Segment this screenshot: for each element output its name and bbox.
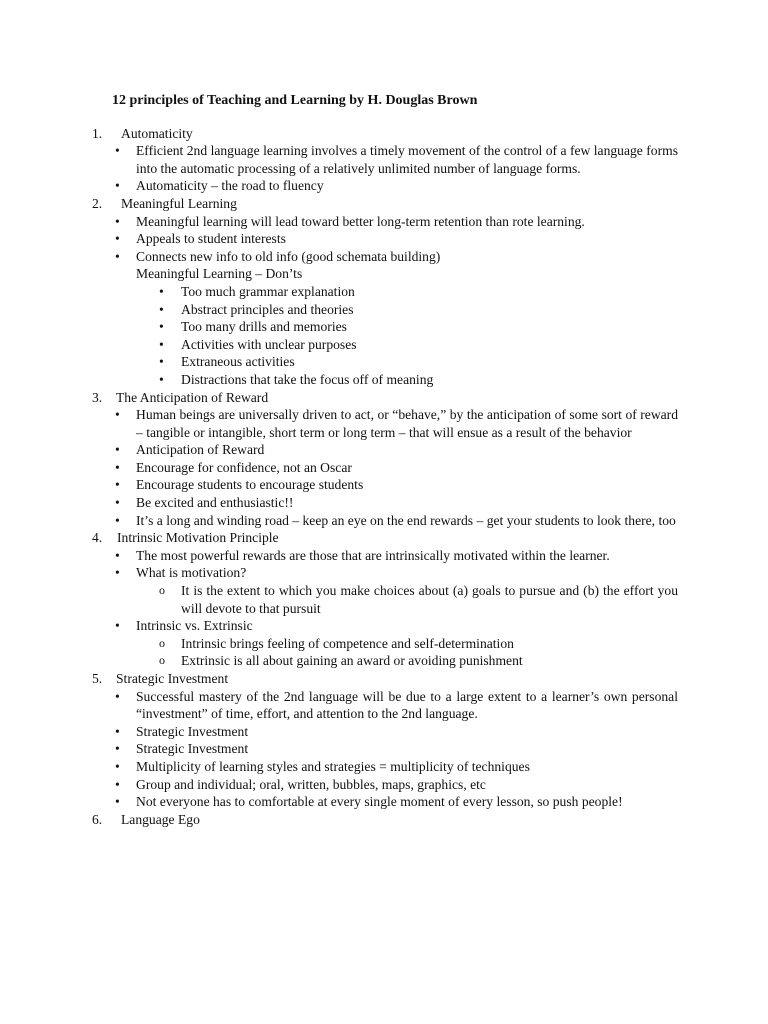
list-item: • Distractions that take the focus off of meaning (92, 371, 678, 389)
list-item: o Intrinsic brings feeling of competence and self-determination (92, 635, 678, 653)
section-heading (92, 670, 678, 688)
bullet-list (92, 406, 678, 529)
list-item: • The most powerful rewards are those that are intrinsically motivated within the learner. (92, 547, 678, 565)
bullet-list (92, 142, 678, 195)
section-number: 3. (92, 389, 103, 405)
bullet-list (92, 617, 678, 635)
section-title: Strategic Investment (116, 671, 229, 686)
list-item: • Meaningful learning will lead toward better long-term retention than rote learning. (92, 213, 678, 231)
section-intrinsic-motivation (92, 529, 678, 670)
section-heading (92, 125, 678, 143)
section-anticipation-of-reward (92, 389, 678, 530)
section-title: Automaticity (121, 125, 193, 141)
list-item: • What is motivation? (92, 564, 678, 582)
list-item: • Strategic Investment (92, 740, 678, 758)
sub-circle-list (92, 582, 678, 617)
section-title: Language Ego (121, 811, 200, 827)
sub-bullet-list (92, 283, 678, 389)
list-item: • Appeals to student interests (92, 230, 678, 248)
section-number: 6. (92, 811, 103, 827)
list-item: • Encourage for confidence, not an Oscar (92, 459, 678, 477)
list-item: • Not everyone has to comfortable at every single moment of every lesson, so push people! (92, 793, 678, 811)
list-item: • Human beings are universally driven to act, or “behave,” by the anticipation of some sort of reward – tangible or intangible, short term or long term – that will ensue as a result of the behavior (92, 406, 678, 441)
list-item: • Strategic Investment (92, 723, 678, 741)
section-number: 5. (92, 671, 103, 686)
bullet-list (92, 547, 678, 582)
section-title: The Anticipation of Reward (116, 389, 269, 405)
list-item: • Extraneous activities (92, 353, 678, 371)
section-number: 1. (92, 125, 103, 141)
list-item: • Too many drills and memories (92, 318, 678, 336)
section-number: 4. (92, 530, 103, 546)
subheading: Meaningful Learning – Don’ts (136, 266, 303, 282)
list-item: o Extrinsic is all about gaining an award or avoiding punishment (92, 652, 678, 670)
section-automaticity (92, 125, 678, 195)
list-item: • Connects new info to old info (good schemata building) (92, 248, 678, 266)
section-heading (92, 195, 678, 213)
section-number: 2. (92, 195, 103, 211)
list-item: • Successful mastery of the 2nd language will be due to a large extent to a learner’s own personal “investment” of time, effort, and attention to the 2nd language. (92, 688, 678, 723)
list-item: • Anticipation of Reward (92, 441, 678, 459)
list-item: • Multiplicity of learning styles and strategies = multiplicity of techniques (92, 758, 678, 776)
list-item: • Activities with unclear purposes (92, 336, 678, 354)
list-item: o It is the extent to which you make choices about (a) goals to pursue and (b) the effort you will devote to that pursuit (92, 582, 678, 617)
section-heading (92, 389, 678, 407)
list-item: • It’s a long and winding road – keep an eye on the end rewards – get your students to look there, too (92, 512, 678, 530)
list-item: • Too much grammar explanation (92, 283, 678, 301)
section-heading (92, 529, 678, 547)
bullet-list (92, 688, 678, 811)
section-title: Meaningful Learning (121, 195, 237, 211)
section-language-ego (92, 811, 678, 829)
section-heading (92, 811, 678, 829)
section-strategic-investment (92, 670, 678, 811)
list-item: • Encourage students to encourage students (92, 476, 678, 494)
section-title: Intrinsic Motivation Principle (117, 530, 279, 546)
list-item: • Efficient 2nd language learning involves a timely movement of the control of a few language forms into the automatic processing of a relatively unlimited number of language forms. (92, 142, 678, 177)
bullet-list (92, 213, 678, 266)
list-item: • Automaticity – the road to fluency (92, 177, 678, 195)
document-title: 12 principles of Teaching and Learning by H. Douglas Brown (112, 93, 478, 108)
sub-circle-list (92, 635, 678, 670)
list-item: • Abstract principles and theories (92, 301, 678, 319)
list-item: • Intrinsic vs. Extrinsic (92, 617, 678, 635)
list-item: • Be excited and enthusiastic!! (92, 494, 678, 512)
section-meaningful-learning (92, 195, 678, 389)
list-item: • Group and individual; oral, written, bubbles, maps, graphics, etc (92, 776, 678, 794)
